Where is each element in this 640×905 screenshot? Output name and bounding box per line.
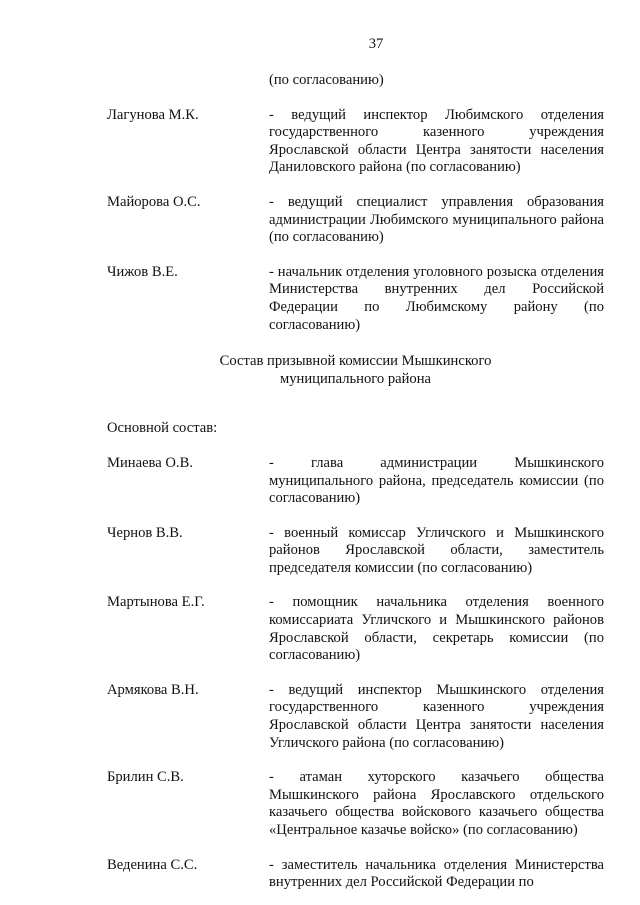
member-name: Веденина С.С. xyxy=(107,856,198,873)
member-row xyxy=(107,525,604,578)
member-name: Минаева О.В. xyxy=(107,454,193,471)
section-title-line: Состав призывной комиссии Мышкинского xyxy=(219,353,492,370)
member-name: Чижов В.Е. xyxy=(107,263,178,280)
member-name: Мартынова Е.Г. xyxy=(107,594,205,611)
member-name: Майорова О.С. xyxy=(107,193,201,210)
member-name: Лагунова М.К. xyxy=(107,106,199,123)
continuation-text: (по согласованию) xyxy=(269,72,384,88)
member-description: - ведущий инспектор Мышкинского отделения государственного казенного учреждения Ярославской области Центра занятости населения Угличского района (по согласованию) xyxy=(269,681,604,751)
member-row xyxy=(107,769,604,839)
subheading-main-composition: Основной состав: xyxy=(107,420,218,437)
member-description: - ведущий специалист управления образования администрации Любимского муниципального района (по согласованию) xyxy=(269,193,604,246)
member-name: Чернов В.В. xyxy=(107,524,183,541)
member-list-myshkin xyxy=(107,455,604,892)
member-description: - атаман хуторского казачьего общества Мышкинского района Ярославского отдельского казачьего общества войскового казачьего общества «Центральное казачье войско» (по согласованию) xyxy=(269,769,604,838)
member-description: - начальник отделения уголовного розыска отделения Министерства внутренних дел Российской Федерации по Любимскому району (по согласованию) xyxy=(269,263,604,333)
member-row xyxy=(107,264,604,334)
document-body xyxy=(107,72,604,892)
member-row xyxy=(107,857,604,892)
member-name: Армякова В.Н. xyxy=(107,681,199,698)
member-description: - глава администрации Мышкинского муниципального района, председатель комиссии (по согласованию) xyxy=(269,454,604,507)
member-row xyxy=(107,107,604,177)
member-name: Брилин С.В. xyxy=(107,769,184,786)
section-title-line: муниципального района xyxy=(280,370,431,387)
member-description: - заместитель начальника отделения Министерства внутренних дел Российской Федерации по xyxy=(269,856,604,891)
member-row xyxy=(107,194,604,247)
section-title xyxy=(107,353,604,388)
member-description: - военный комиссар Угличского и Мышкинского районов Ярославской области, заместитель председателя комиссии (по согласованию) xyxy=(269,524,604,576)
member-description: - помощник начальника отделения военного комиссариата Угличского и Мышкинского районов Ярославской области, секретарь комиссии (по согласованию) xyxy=(269,594,604,664)
member-row xyxy=(107,594,604,664)
member-list-lyubim xyxy=(107,107,604,335)
member-row xyxy=(107,682,604,752)
member-description: - ведущий инспектор Любимского отделения государственного казенного учреждения Ярославской области Центра занятости населения Даниловского района (по согласованию) xyxy=(269,106,604,176)
member-row xyxy=(107,455,604,508)
page-number: 37 xyxy=(368,36,384,52)
